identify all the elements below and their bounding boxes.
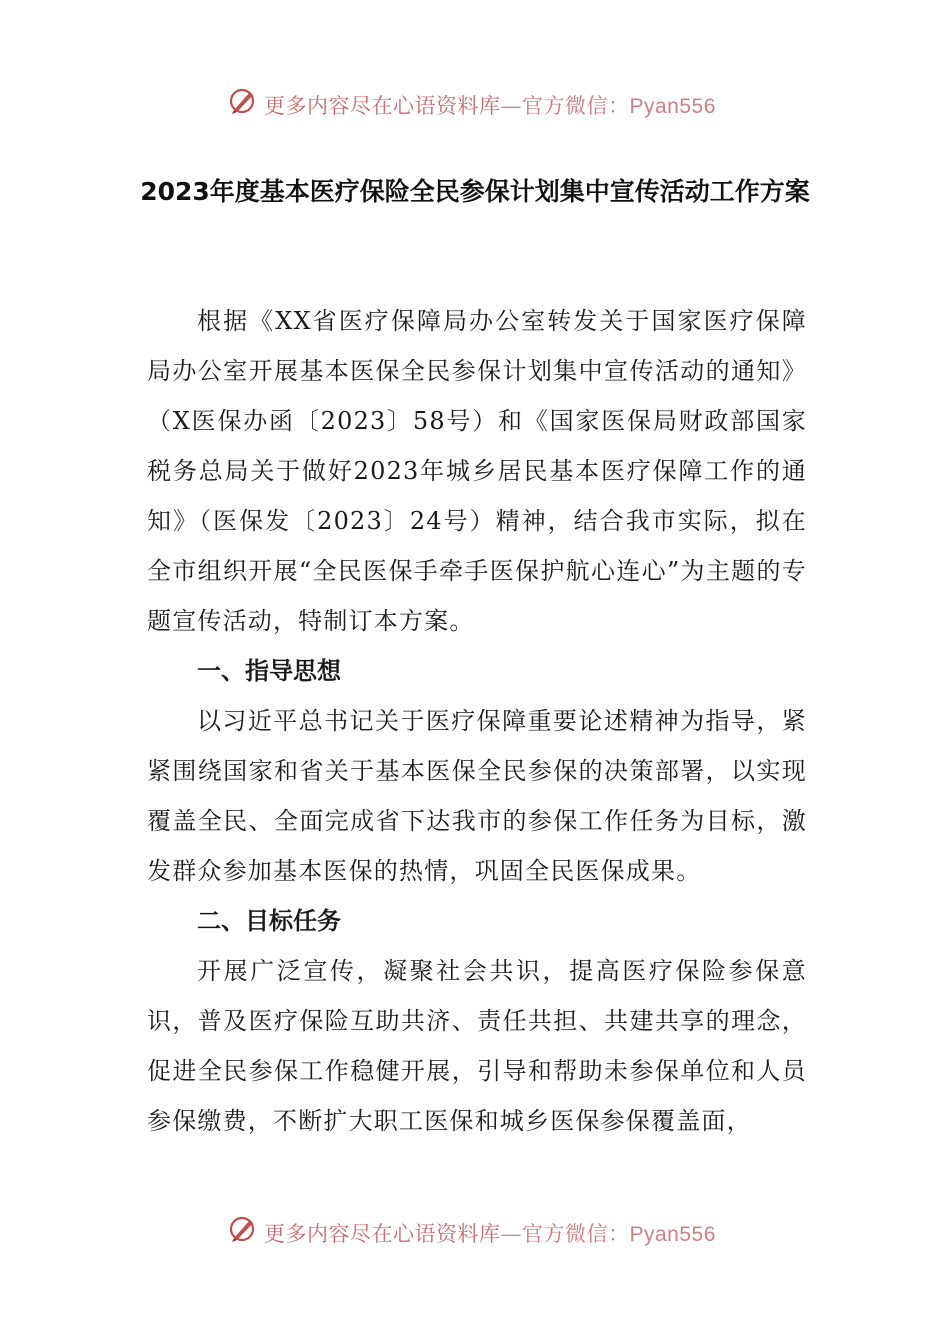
- pen-logo-icon: [228, 1214, 258, 1244]
- section-paragraph: 以习近平总书记关于医疗保障重要论述精神为指导，紧紧围绕国家和省关于基本医保全民参保的决策部署，以实现覆盖全民、全面完成省下达我市的参保工作任务为目标，激发群众参加基本医保的热情，巩固全民医保成果。: [147, 707, 807, 885]
- section-paragraph: 开展广泛宣传，凝聚社会共识，提高医疗保险参保意识，普及医疗保险互助共济、责任共担、共建共享的理念，促进全民参保工作稳健开展，引导和帮助未参保单位和人员参保缴费，不断扩大职工医保和城乡医保参保覆盖面，: [147, 957, 807, 1135]
- section-heading: 一、指导思想: [197, 657, 341, 685]
- header-watermark-banner: [0, 82, 950, 122]
- section-heading: 二、目标任务: [197, 907, 341, 935]
- document-body: [147, 296, 807, 1146]
- pen-logo-icon: [228, 86, 258, 116]
- footer-watermark-banner: [0, 1210, 950, 1250]
- watermark-text: 更多内容尽在心语资料库—官方微信：Pyan556: [264, 94, 716, 118]
- intro-paragraph: 根据《XX省医疗保障局办公室转发关于国家医疗保障局办公室开展基本医保全民参保计划集中宣传活动的通知》（X医保办函〔2023〕58号）和《国家医保局财政部国家税务总局关于做好2023年城乡居民基本医疗保障工作的通知》（医保发〔2023〕24号）精神，结合我市实际，拟在全市组织开展“全民医保手牵手医保护航心连心”为主题的专题宣传活动，特制订本方案。: [147, 307, 807, 635]
- watermark-text: 更多内容尽在心语资料库—官方微信：Pyan556: [264, 1222, 716, 1246]
- document-title: 2023年度基本医疗保险全民参保计划集中宣传活动工作方案: [140, 177, 810, 206]
